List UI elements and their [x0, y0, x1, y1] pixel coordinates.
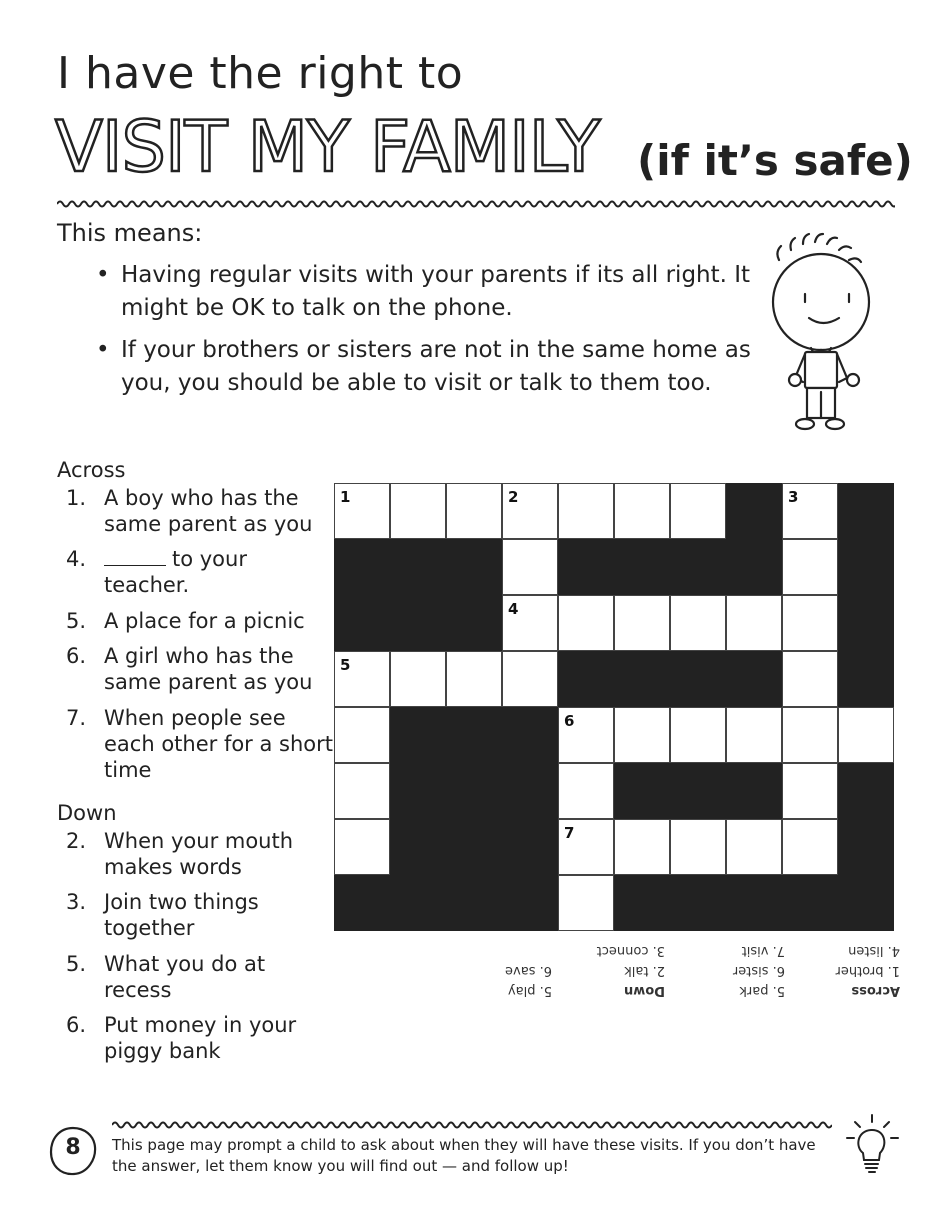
crossword-block: [670, 651, 726, 707]
page-number: 8: [65, 1135, 81, 1160]
clue-text: A boy who has the same parent as you: [104, 486, 313, 536]
crossword-block: [838, 819, 894, 875]
crossword-block: [558, 651, 614, 707]
crossword-block: [390, 595, 446, 651]
clue-number: 2.: [66, 829, 87, 853]
intro-bullet-text: Having regular visits with your parents if its all right. It might be OK to talk on the phone.: [121, 262, 751, 321]
answer-item: 2. talk: [624, 963, 665, 978]
crossword-block: [390, 819, 446, 875]
crossword-block: [502, 707, 558, 763]
crossword-block: [726, 763, 782, 819]
answer-item: 5. play: [507, 983, 552, 998]
crossword-cell[interactable]: [334, 819, 390, 875]
crossword-cell[interactable]: [334, 763, 390, 819]
answer-key-down-heading: Down: [624, 983, 665, 998]
page-title-main: VISIT MY FAMILY: [55, 106, 600, 188]
crossword-block: [334, 875, 390, 931]
crossword-block: [446, 707, 502, 763]
answer-item: 1. brother: [835, 963, 900, 978]
crossword-block: [614, 763, 670, 819]
crossword-cell[interactable]: [782, 651, 838, 707]
crossword-cell[interactable]: [726, 595, 782, 651]
crossword-cell-number: 1: [340, 488, 351, 506]
title-divider-wave: [57, 197, 895, 211]
crossword-block: [446, 595, 502, 651]
crossword-cell[interactable]: [614, 595, 670, 651]
crossword-block: [558, 539, 614, 595]
crossword-block: [726, 875, 782, 931]
crossword-block: [334, 539, 390, 595]
bullet-dot-icon: •: [96, 262, 110, 288]
crossword-cell-number: 7: [564, 824, 575, 842]
clue-text: A place for a picnic: [104, 609, 305, 633]
crossword-block: [838, 763, 894, 819]
crossword-block: [838, 483, 894, 539]
crossword-block: [334, 595, 390, 651]
clue-text: When people see each other for a short time: [104, 706, 334, 782]
crossword-cell-number: 5: [340, 656, 351, 674]
crossword-block: [502, 819, 558, 875]
crossword-cell[interactable]: [558, 763, 614, 819]
crossword-cell[interactable]: [334, 707, 390, 763]
clue-text: When your mouth makes words: [104, 829, 294, 879]
page-title-condition: (if it’s safe): [637, 136, 913, 185]
crossword-cell[interactable]: [782, 763, 838, 819]
crossword-block: [446, 539, 502, 595]
crossword-cell-number: 2: [508, 488, 519, 506]
crossword-block: [390, 763, 446, 819]
clue-number: 6.: [66, 1013, 87, 1037]
crossword-block: [838, 651, 894, 707]
crossword-block: [614, 651, 670, 707]
clue-number: 4.: [66, 547, 87, 571]
crossword-block: [446, 763, 502, 819]
fill-in-blank: [104, 549, 166, 566]
crossword-cell-number: 4: [508, 600, 519, 618]
crossword-block: [446, 819, 502, 875]
crossword-block: [838, 595, 894, 651]
crossword-cell[interactable]: [670, 819, 726, 875]
page-title-line1: I have the right to: [57, 48, 464, 99]
crossword-cell[interactable]: [782, 539, 838, 595]
crossword-cell[interactable]: [558, 483, 614, 539]
answer-key-down-col1: [597, 940, 665, 1000]
crossword-cell[interactable]: [670, 707, 726, 763]
clue-number: 5.: [66, 952, 87, 976]
answer-item: 7. visit: [741, 943, 785, 958]
crossword-cell[interactable]: [390, 651, 446, 707]
crossword-cell[interactable]: [502, 539, 558, 595]
bullet-dot-icon: •: [96, 337, 110, 363]
crossword-cell[interactable]: [726, 707, 782, 763]
answer-key-across-col2: [733, 940, 785, 1000]
answer-item: 6. sister: [732, 963, 785, 978]
crossword-cell[interactable]: [614, 819, 670, 875]
crossword-block: [390, 875, 446, 931]
answer-key-across-heading: Across: [851, 983, 900, 998]
crossword-cell[interactable]: [670, 595, 726, 651]
crossword-cell[interactable]: [726, 819, 782, 875]
crossword-block: [390, 539, 446, 595]
clue-number: 3.: [66, 890, 87, 914]
crossword-block: [838, 539, 894, 595]
crossword-block: [670, 539, 726, 595]
crossword-block: [670, 875, 726, 931]
answer-key-down-col2: [505, 960, 552, 1000]
crossword-cell[interactable]: [446, 651, 502, 707]
crossword-cell[interactable]: [558, 875, 614, 931]
crossword-block: [502, 875, 558, 931]
clue-text: What you do at recess: [104, 952, 266, 1002]
crossword-block: [782, 875, 838, 931]
crossword-cell-number: 6: [564, 712, 575, 730]
clue-number: 5.: [66, 609, 87, 633]
answer-item: 3. connect: [596, 943, 665, 958]
clue-number: 6.: [66, 644, 87, 668]
crossword-cell[interactable]: [446, 483, 502, 539]
crossword-block: [446, 875, 502, 931]
clue-text: to your teacher.: [104, 547, 247, 597]
crossword-block: [726, 539, 782, 595]
footer-divider-wave: [112, 1118, 832, 1132]
crossword-cell[interactable]: [670, 483, 726, 539]
crossword-cell[interactable]: [782, 707, 838, 763]
answer-item: 6. save: [505, 963, 552, 978]
crossword-cell[interactable]: [782, 819, 838, 875]
crossword-cell[interactable]: [614, 707, 670, 763]
crossword-block: [502, 763, 558, 819]
crossword-cell[interactable]: [502, 651, 558, 707]
crossword-grid: [334, 483, 894, 931]
crossword-cell[interactable]: [558, 595, 614, 651]
intro-lead: This means:: [57, 219, 203, 247]
clue-text: A girl who has the same parent as you: [104, 644, 313, 694]
crossword-block: [726, 651, 782, 707]
clue-text: Put money in your piggy bank: [104, 1013, 297, 1063]
down-heading: Down: [57, 801, 117, 825]
clue-text: Join two things together: [104, 890, 259, 940]
child-figure-icon: [765, 232, 875, 432]
crossword-cell[interactable]: [390, 483, 446, 539]
clue-number: 7.: [66, 706, 87, 730]
answer-item: 4. listen: [848, 943, 900, 958]
answer-key-across-col1: [836, 940, 900, 1000]
crossword-cell[interactable]: [782, 595, 838, 651]
crossword-cell[interactable]: [614, 483, 670, 539]
crossword-block: [838, 875, 894, 931]
across-heading: Across: [57, 458, 126, 482]
crossword-block: [614, 875, 670, 931]
answer-item: 5. park: [739, 983, 785, 998]
intro-bullet-text: If your brothers or sisters are not in the same home as you, you should be able to visit or talk to them too.: [121, 337, 751, 396]
crossword-block: [670, 763, 726, 819]
answer-key-upside-down: [480, 940, 900, 1000]
crossword-cell[interactable]: [838, 707, 894, 763]
crossword-block: [390, 707, 446, 763]
crossword-block: [726, 483, 782, 539]
crossword-block: [614, 539, 670, 595]
footer-note: This page may prompt a child to ask about when they will have these visits. If you don’t have the answer, let them know you will find out — and follow up!: [112, 1136, 816, 1175]
clue-text-with-blank: [104, 546, 334, 598]
clue-number: 1.: [66, 486, 87, 510]
crossword-cell-number: 3: [788, 488, 799, 506]
lightbulb-icon: [845, 1113, 900, 1175]
